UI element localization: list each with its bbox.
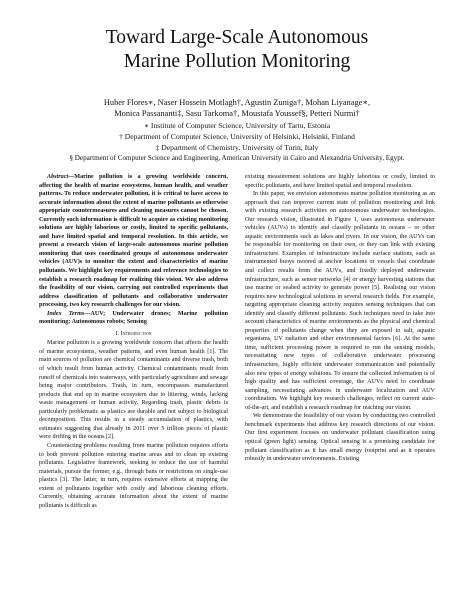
intro-paragraph-2: Counteracting problems resulting from marine pollution requires efforts to both prevent pollution entering marine areas and to clean up existing pollutants. Legislative framework, seeking to reduce the use of harmful materials, pursue the former, e.g., through bans or restrictions on single-use plastics [3]. The latter, in turn, requires extensive efforts at mapping the extent of pollutants together with costly and laborious cleaning efforts. Currently, obtaining accurate information about the extent of marine pollutants is difficult as [39,442,228,509]
affiliation-4: § Department of Computer Science and Engineering, American University in Cairo and Alexandria University, Egypt. [69,154,405,162]
index-terms-text: —AUV; Underwater drones; Marine pollution monitoring; Autonomous robots; Sensing [39,310,228,326]
abstract-text: —Marine pollution is a growing worldwide concern, affecting the health of marine ecosystems, human health, and weather patterns. To reduce underwater pollution, it is critical to have access to accurate information about the extent of marine pollutants as otherwise appropriate countermeasures and cleaning measures cannot be chosen. Currently such information is difficult to acquire as existing monitoring solutions are highly laborious or costly, limited to specific pollutants, and have limited spatial and temporal resolution. In this article, we present a research vision of large-scale autonomous marine pollution monitoring that uses coordinated groups of autonomous underwater vehicles (AUV)s to monitor the extent and characteristics of marine pollutants. We highlight key requirements and reference technologies to establish a research roadmap for realizing this vision. We also address the feasibility of our vision, carrying out controlled experiments that address classification of pollutants and collaborative underwater processing, two key research challenges for our vision. [39,174,228,309]
right-paragraph-3: We demonstrate the feasibility of our vision by conducting two controlled benchmark experiments that address key research directions of our vision. Our first experiment focuses on underwater pollutant classification using optical (green light) sensing. Optical sensing is a promising candidate for pollutant classification as it has small energy footprint and as it operates robustly in underwater environments. Existing [245,413,435,463]
right-paragraph-2: In this paper, we envision autonomous marine pollution monitoring as an approach that can improve current state of pollution monitoring and link with existing research activities on autonomous underwater technologies. Our research vision, illustrated in Figure 1, uses autonomous underwater vehicles (AUVs) to identify and classify pollutants in oceans – or other aquatic environments such as lakes and rivers. In our vision, the AUVs can be responsible for monitoring on their own, or they can link with existing infrastructure. Examples of infrastructure include surface stations, such as instrumented buoys moored at anchor locations or vessels that coordinate and collect results from the AUVs, and fixedly deployed underwater infrastructure, such as sensor networks [4] or energy harvesting stations that use marine or seabed activity to generate power [5]. Realising our vision requires new technological solutions in several research fields. For example, targeting appropriate cleaning activity requires sensing techniques that can identify and classify different pollutants. Such techniques need to take into account characteristics of marine environments as the physical and chemical properties of pollutants change when they are exposed to salt, aquatic organisms, UV radiation and other environmental factors [6]. At the same time, sufficient processing power is required to run the sensing models, necessitating new types of collaborative underwater processing infrastructure, highly efficient underwater communication and potentially also new types of energy solutions. To ensure the collected information is of high quality and has sufficient coverage, the AUVs need to coordinate sampling, necessitating advances in underwater localization and AUV coordination. We highlight key research challenges, reflect on current state-of-the-art, and establish a research roadmap for reaching our vision. [245,191,435,411]
paper-title-line-2: Marine Pollution Monitoring [123,51,351,72]
left-column [39,173,228,510]
index-terms-label: Index Terms [47,310,85,317]
affiliation-2: † Department of Computer Science, University of Helsinki, Helsinki, Finland [119,132,355,141]
affiliation-3: ‡ Department of Chemistry, University of Turin, Italy [155,143,319,152]
intro-paragraph-1: Marine pollution is a growing worldwide concern that affects the health of marine ecosystems, weather patterns, and even human health [1]. The main sources of pollution are chemical contaminants and diverse trash, both of which result from human activity. Chemical contaminants result from runoff of chemicals into waterways, with particularly agriculture and sewage being major contributors. Trash, in turn, encompasses manufactured products that end up in marine ecosystem due to littering, winds, lacking waste management or human activity. Regarding trash, plastic debris is particularly problematic as plastics are durable and not subject to biological decomposition. This results in a steady accumulation of plastics, with estimates suggesting that already in 2011 over 5 trillion pieces of plastic were drifting in the oceans [2]. [39,340,228,441]
abstract-label: Abstract [47,174,69,180]
authors-line-1: Huber Flores∗, Naser Hossein Motlagh†, Agustin Zuniga†, Mohan Liyanage∗, [103,98,371,107]
index-terms [39,310,228,327]
right-column [245,173,435,464]
section-heading-introduction: I. Introduction [115,330,152,337]
affiliation-1: ∗ Institute of Computer Science, University of Tartu, Estonia [143,121,331,130]
paper-title-line-1: Toward Large-Scale Autonomous [105,27,369,48]
authors-line-2: Monica Passananti‡, Sasu Tarkoma†, Moustafa Youssef§, Petteri Nurmi† [114,109,360,118]
right-paragraph-1: existing measurement solutions are highly laborious or costly, limited to specific pollutants, and have limited spatial and temporal resolution. [245,174,435,189]
abstract [39,173,228,310]
